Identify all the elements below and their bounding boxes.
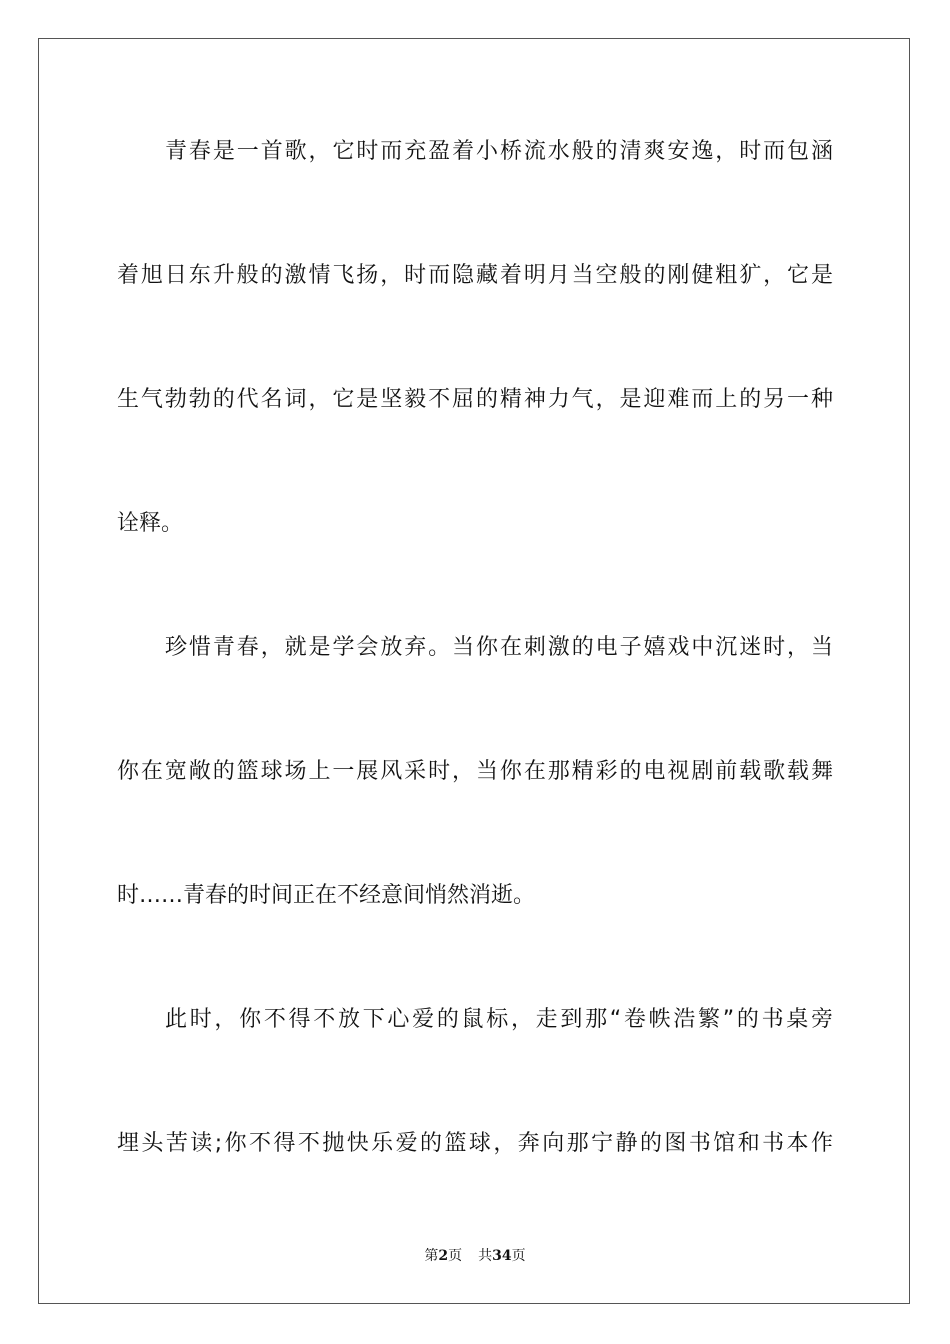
paragraph-1-line-1: 青春是一首歌，它时而充盈着小桥流水般的清爽安逸，时而包涵 [165,139,833,164]
paragraph-1-line-2: 着旭日东升般的激情飞扬，时而隐藏着明月当空般的刚健粗犷，它是 [117,263,833,288]
total-suffix: 页 [511,1248,526,1264]
paragraph-3-line-1: 此时，你不得不放下心爱的鼠标，走到那“卷帙浩繁”的书桌旁 [165,1007,833,1032]
page-suffix: 页 [448,1248,463,1264]
paragraph-2-line-1: 珍惜青春，就是学会放弃。当你在刺激的电子嬉戏中沉迷时，当 [165,635,833,660]
paragraph-2-line-2: 你在宽敞的篮球场上一展风采时，当你在那精彩的电视剧前载歌载舞 [117,759,833,784]
page-footer [0,1246,950,1266]
paragraph-1-line-3: 生气勃勃的代名词，它是坚毅不屈的精神力气，是迎难而上的另一种 [117,387,833,412]
paragraph-2-line-3: 时……青春的时间正在不经意间悄然消逝。 [117,883,536,908]
paragraph-1-line-4: 诠释。 [117,511,184,536]
total-pages: 34 [492,1248,512,1264]
page-number: 2 [438,1248,449,1264]
total-prefix: 共 [478,1248,493,1264]
paragraph-3-line-2: 埋头苦读;你不得不抛快乐爱的篮球，奔向那宁静的图书馆和书本作 [117,1131,833,1156]
document-body [117,131,833,1247]
page-prefix: 第 [424,1248,439,1264]
